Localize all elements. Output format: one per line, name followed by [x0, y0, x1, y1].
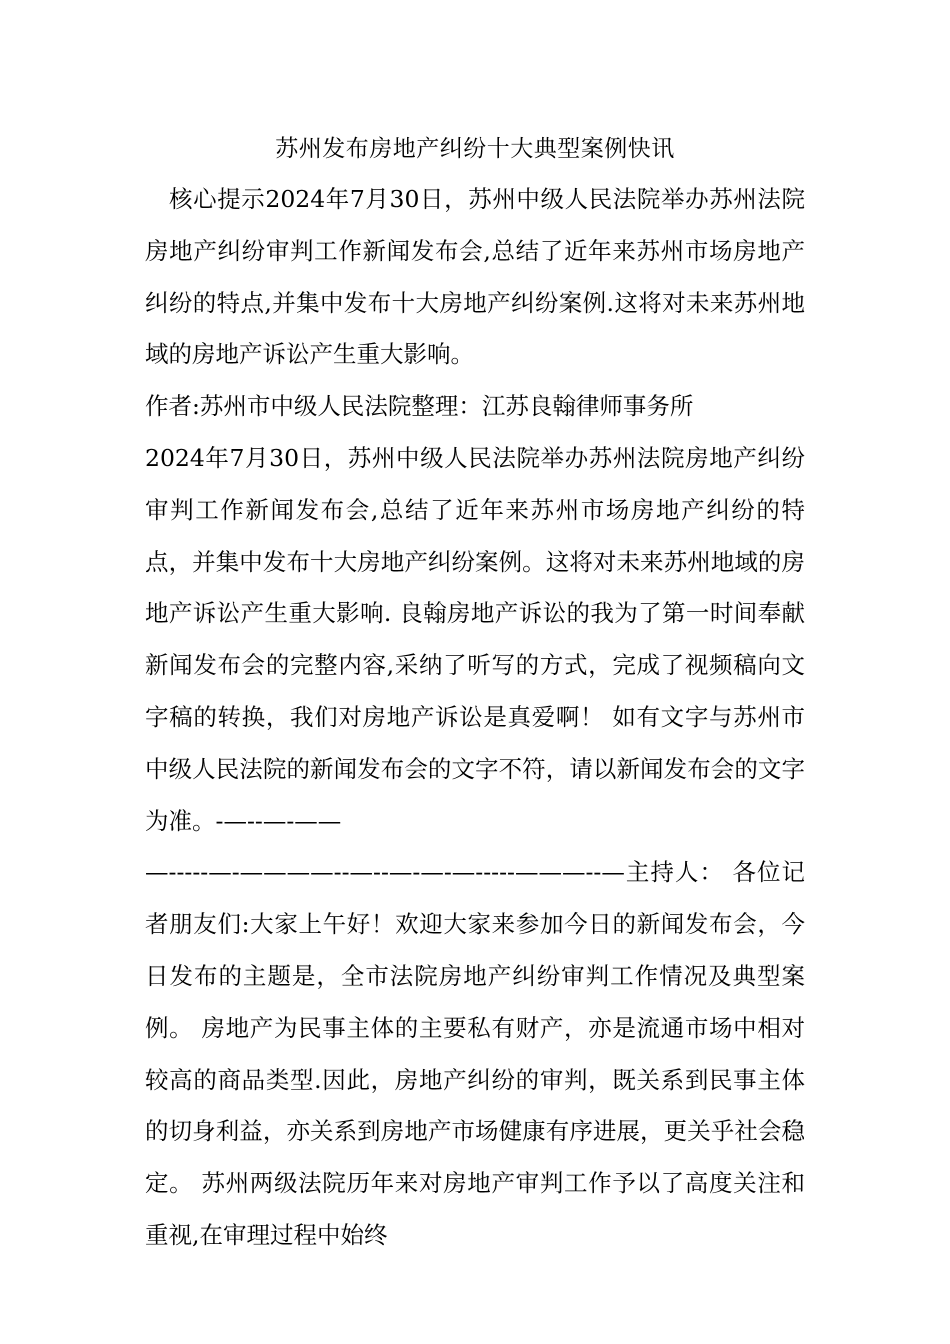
document-title: 苏州发布房地产纠纷十大典型案例快讯 — [275, 136, 675, 162]
paragraph-transcript: —-----—-————--—--—-—-—-----———--—主持人： 各位记者朋友们:大家上午好！欢迎大家来参加今日的新闻发布会，今日发布的主题是，全市法院房地产纠纷审判工作情况及典型案例。 房地产为民事主体的主要私有财产，亦是流通市场中相对较高的商品类型.因此，房地产纠纷的审判，既关系到民事主体的切身利益，亦关系到房地产市场健康有序进展，更关乎社会稳定。 苏州两级法院历年来对房地产审判工作予以了高度关注和重视,在审理过程中始终 — [145, 858, 805, 1249]
paragraph-summary: 核心提示2024年7月30日，苏州中级人民法院举办苏州法院房地产纠纷审判工作新闻发布会,总结了近年来苏州市场房地产纠纷的特点,并集中发布十大房地产纠纷案例.这将对未来苏州地域的房地产诉讼产生重大影响。 — [145, 185, 805, 369]
paragraph-intro: 2024年7月30日，苏州中级人民法院举办苏州法院房地产纠纷审判工作新闻发布会,总结了近年来苏州市场房地产纠纷的特点，并集中发布十大房地产纠纷案例。这将对未来苏州地域的房地产诉讼产生重大影响. 良翰房地产诉讼的我为了第一时间奉献新闻发布会的完整内容,采纳了听写的方式，完成了视频稿向文字稿的转换，我们对房地产诉讼是真爱啊！ 如有文字与苏州市中级人民法院的新闻发布会的文字不符，请以新闻发布会的文字为准。-—--—-—— — [145, 443, 805, 835]
document-body — [145, 174, 805, 1262]
paragraph-author: 作者:苏州市中级人民法院整理：江苏良翰律师事务所 — [145, 392, 694, 421]
